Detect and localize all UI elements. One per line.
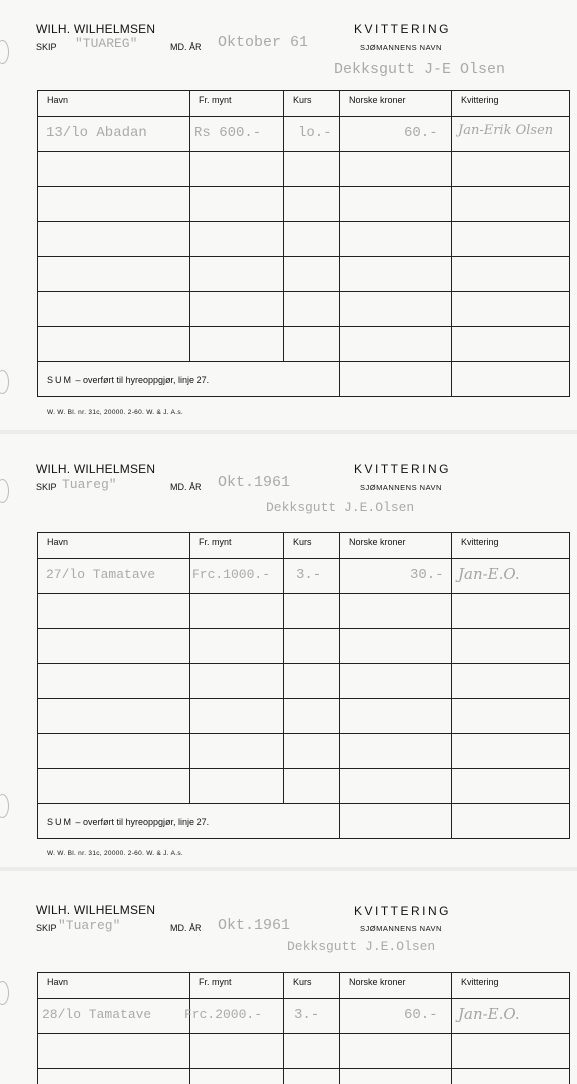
ship-value: Tuareg"	[62, 477, 117, 492]
table-row	[38, 664, 570, 699]
month-year-label: MD. ÅR	[170, 923, 202, 933]
month-year-value: Okt.1961	[218, 917, 291, 934]
punch-hole	[0, 40, 9, 64]
table-row	[38, 187, 570, 222]
table-row	[38, 699, 570, 734]
signature: Jan-E.O.	[458, 565, 520, 583]
col-header-norske-kroner: Norske kroner	[340, 91, 452, 117]
receipt-slip-1	[0, 0, 577, 430]
havn-cell: 13/lo Abadan	[46, 125, 147, 141]
col-header-havn: Havn	[38, 973, 190, 999]
receipt-slip-3	[0, 871, 577, 1084]
norske-kroner-cell: 30.-	[410, 567, 444, 583]
form-title: KVITTERING	[354, 904, 452, 918]
col-header-havn: Havn	[38, 533, 190, 559]
norske-kroner-cell: 60.-	[404, 1007, 438, 1023]
ship-label: SKIP	[36, 482, 57, 492]
signature: Jan-Erik Olsen	[458, 123, 554, 138]
receipt-table	[37, 972, 570, 1084]
form-footer: W. W. Bl. nr. 31c, 20000. 2-60. W. & J. A.s.	[47, 409, 184, 416]
punch-hole	[0, 981, 9, 1005]
company-name: WILH. WILHELMSEN	[36, 462, 156, 476]
col-header-kvittering: Kvittering	[452, 91, 570, 117]
havn-cell: 28/lo Tamatave	[42, 1007, 152, 1022]
table-row	[38, 559, 570, 594]
form-footer: W. W. Bl. nr. 31c, 20000. 2-60. W. & J. A.s.	[47, 850, 184, 857]
company-name: WILH. WILHELMSEN	[36, 903, 156, 917]
table-row	[38, 117, 570, 152]
ship-value: "TUAREG"	[75, 36, 138, 51]
month-year-value: Okt.1961	[218, 474, 291, 491]
table-header-row	[38, 533, 570, 559]
fr-mynt-cell: Frc.1000.-	[192, 567, 271, 582]
table-row	[38, 222, 570, 257]
table-row	[38, 292, 570, 327]
ship-label: SKIP	[36, 923, 57, 933]
receipt-table	[37, 90, 570, 397]
col-header-norske-kroner: Norske kroner	[340, 973, 452, 999]
havn-cell: 27/lo Tamatave	[46, 567, 156, 582]
month-year-label: MD. ÅR	[170, 42, 202, 52]
fr-mynt-cell: Frc.2000.-	[184, 1007, 263, 1022]
col-header-norske-kroner: Norske kroner	[340, 533, 452, 559]
seaman-name-label: SJØMANNENS NAVN	[360, 924, 442, 933]
seaman-name-value: Dekksgutt J.E.Olsen	[287, 939, 436, 954]
col-header-kurs: Kurs	[284, 973, 340, 999]
sum-label: SUM – overført til hyreoppgjør, linje 27.	[47, 375, 210, 385]
table-row	[38, 999, 570, 1034]
table-header-row	[38, 91, 570, 117]
month-year-value: Oktober 61	[218, 34, 309, 51]
col-header-kurs: Kurs	[284, 533, 340, 559]
seaman-name-label: SJØMANNENS NAVN	[360, 43, 442, 52]
table-header-row	[38, 973, 570, 999]
table-row	[38, 152, 570, 187]
fr-mynt-cell: Rs 600.-	[194, 125, 262, 141]
col-header-havn: Havn	[38, 91, 190, 117]
signature: Jan-E.O.	[458, 1005, 520, 1023]
ship-value: "Tuareg"	[58, 918, 121, 933]
seaman-name-value: Dekksgutt J.E.Olsen	[266, 500, 415, 515]
seaman-name-label: SJØMANNENS NAVN	[360, 483, 442, 492]
norske-kroner-cell: 60.-	[404, 125, 438, 141]
sum-label: SUM – overført til hyreoppgjør, linje 27.	[47, 817, 210, 827]
table-row	[38, 769, 570, 804]
col-header-fr-mynt: Fr. mynt	[190, 91, 284, 117]
col-header-fr-mynt: Fr. mynt	[190, 973, 284, 999]
form-title: KVITTERING	[354, 22, 452, 36]
punch-hole	[0, 479, 9, 503]
col-header-kvittering: Kvittering	[452, 973, 570, 999]
sum-row	[38, 362, 570, 397]
form-title: KVITTERING	[354, 462, 452, 476]
col-header-kurs: Kurs	[284, 91, 340, 117]
col-header-kvittering: Kvittering	[452, 533, 570, 559]
kurs-cell: 3.-	[294, 1007, 320, 1023]
table-row	[38, 1069, 570, 1084]
punch-hole	[0, 794, 9, 818]
ship-label: SKIP	[36, 42, 57, 52]
table-row	[38, 594, 570, 629]
table-row	[38, 1034, 570, 1069]
punch-hole	[0, 370, 9, 394]
table-row	[38, 734, 570, 769]
company-name: WILH. WILHELMSEN	[36, 22, 156, 36]
table-row	[38, 327, 570, 362]
receipt-slip-2	[0, 434, 577, 867]
kurs-cell: 3.-	[296, 567, 322, 583]
month-year-label: MD. ÅR	[170, 482, 202, 492]
col-header-fr-mynt: Fr. mynt	[190, 533, 284, 559]
seaman-name-value: Dekksgutt J-E Olsen	[334, 61, 506, 78]
table-row	[38, 257, 570, 292]
receipt-table	[37, 532, 570, 839]
sum-row	[38, 804, 570, 839]
kurs-cell: lo.-	[298, 125, 332, 141]
table-row	[38, 629, 570, 664]
